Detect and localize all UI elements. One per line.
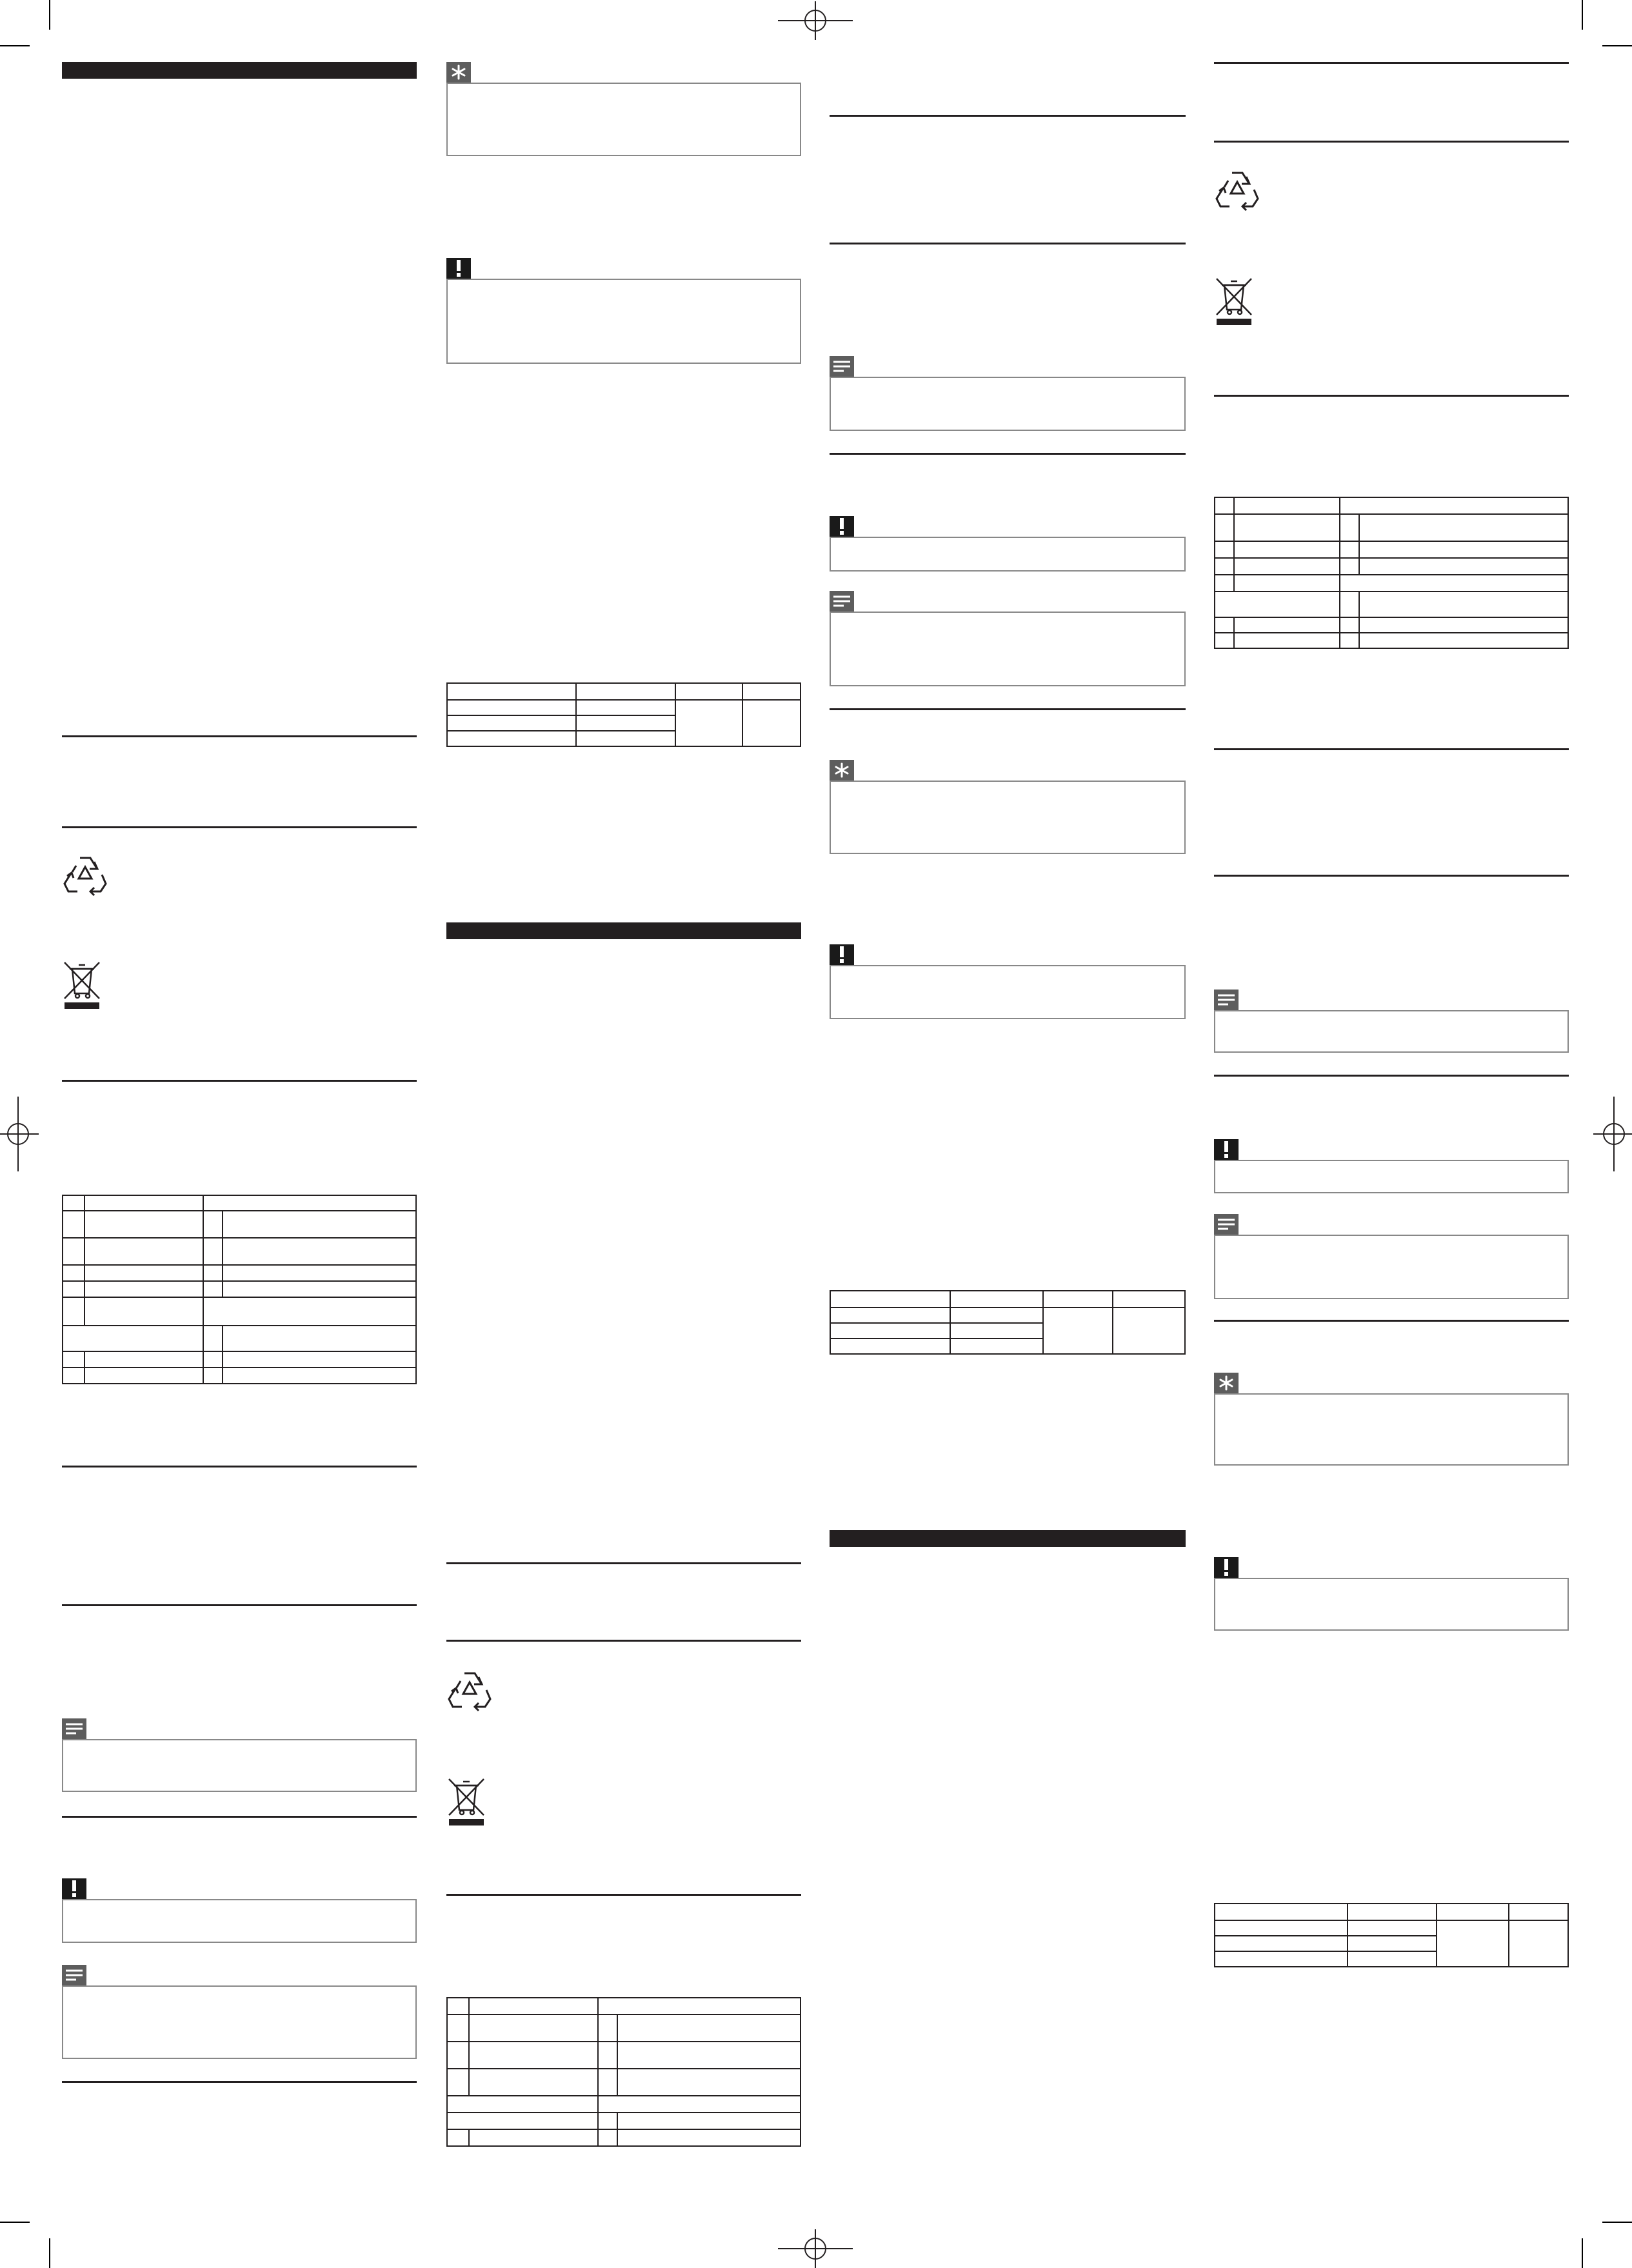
- section-rule: [1214, 141, 1569, 143]
- section-rule: [446, 1562, 801, 1564]
- registration-mark-icon: [0, 1097, 39, 1171]
- table-cell: [576, 731, 675, 746]
- crossed-out-bin-icon: [446, 1776, 486, 1825]
- table-cell: [950, 1323, 1043, 1338]
- note-lines-icon: [1218, 994, 1235, 1006]
- table-cell: [617, 2113, 801, 2129]
- section-rule: [62, 735, 417, 737]
- table-cell: [1359, 592, 1568, 617]
- table-cell: [447, 2096, 598, 2113]
- warning-tag: [1214, 1557, 1239, 1578]
- table-cell: [1340, 617, 1359, 633]
- table-cell: [830, 1308, 950, 1323]
- note-box: [830, 377, 1186, 431]
- warning-box: [1214, 1160, 1569, 1193]
- table-cell: [598, 2129, 617, 2146]
- table-cell: [830, 1338, 950, 1354]
- recycle-icon: [63, 854, 107, 897]
- tip-tag: [446, 62, 471, 83]
- table-cell: [1234, 575, 1340, 592]
- table-cell: [469, 1998, 598, 2014]
- warning-tag: [830, 944, 854, 965]
- registration-mark-icon: [778, 2229, 853, 2268]
- table-cell: [203, 1238, 223, 1265]
- note-tag: [62, 1965, 86, 1985]
- table-cell: [85, 1297, 203, 1326]
- tip-box: [446, 83, 801, 156]
- table-cell: [63, 1368, 85, 1384]
- note-box: [1214, 1235, 1569, 1299]
- table-cell: [63, 1265, 85, 1281]
- section-header-bar: [830, 1530, 1186, 1547]
- table-cell: [1234, 617, 1340, 633]
- table-cell: [1348, 1936, 1437, 1951]
- section-rule: [1214, 748, 1569, 750]
- table-cell: [203, 1211, 223, 1238]
- crossed-out-bin-icon: [62, 960, 102, 1009]
- table-cell: [223, 1211, 416, 1238]
- table-cell: [576, 683, 675, 700]
- table-cell: [447, 683, 576, 700]
- table-cell: [85, 1351, 203, 1368]
- note-box: [62, 1739, 417, 1792]
- table-cell: [1359, 633, 1568, 648]
- table-cell: [63, 1297, 85, 1326]
- table-cell: [742, 700, 801, 746]
- section-rule: [62, 1816, 417, 1818]
- table-cell: [1215, 592, 1340, 617]
- warning-box: [1214, 1578, 1569, 1631]
- tip-tag: [830, 760, 854, 781]
- table-cell: [85, 1265, 203, 1281]
- data-table: [62, 1195, 417, 1384]
- table-cell: [1234, 633, 1340, 648]
- table-cell: [1348, 1951, 1437, 1967]
- warning-tag: [62, 1878, 86, 1899]
- table-cell: [203, 1265, 223, 1281]
- table-cell: [1340, 558, 1359, 575]
- table-cell: [1359, 617, 1568, 633]
- table-cell: [1215, 1936, 1348, 1951]
- table-cell: [469, 2069, 598, 2096]
- table-cell: [1215, 514, 1234, 541]
- warning-tag: [830, 516, 854, 537]
- table-cell: [1215, 1951, 1348, 1967]
- table-cell: [223, 1238, 416, 1265]
- table-cell: [1340, 633, 1359, 648]
- table-cell: [950, 1338, 1043, 1354]
- section-header-bar: [446, 922, 801, 939]
- table-cell: [63, 1351, 85, 1368]
- data-table: [830, 1290, 1186, 1355]
- table-cell: [85, 1281, 203, 1297]
- table-cell: [1215, 1904, 1348, 1920]
- section-rule: [62, 826, 417, 828]
- note-tag: [830, 591, 854, 612]
- data-table: [1214, 1903, 1569, 1967]
- section-rule: [830, 708, 1186, 710]
- table-cell: [1340, 541, 1359, 558]
- table-cell: [447, 700, 576, 715]
- note-tag: [62, 1718, 86, 1739]
- table-cell: [576, 700, 675, 715]
- table-cell: [1340, 514, 1359, 541]
- table-cell: [598, 1998, 801, 2014]
- table-cell: [85, 1238, 203, 1265]
- warning-box: [62, 1899, 417, 1943]
- table-cell: [1509, 1904, 1568, 1920]
- table-cell: [1509, 1920, 1568, 1967]
- table-cell: [1348, 1904, 1437, 1920]
- table-cell: [1215, 633, 1234, 648]
- asterisk-tip-icon: [1219, 1375, 1234, 1391]
- table-cell: [1113, 1308, 1185, 1354]
- table-cell: [617, 2069, 801, 2096]
- table-cell: [1340, 592, 1359, 617]
- data-table: [446, 682, 801, 747]
- section-rule: [830, 453, 1186, 455]
- section-rule: [1214, 875, 1569, 877]
- table-cell: [223, 1351, 416, 1368]
- section-rule: [446, 1640, 801, 1642]
- section-rule: [62, 1466, 417, 1467]
- table-cell: [447, 731, 576, 746]
- table-cell: [1359, 514, 1568, 541]
- table-cell: [617, 2014, 801, 2042]
- warning-tag: [1214, 1139, 1239, 1160]
- section-header-bar: [62, 62, 417, 79]
- table-cell: [63, 1326, 203, 1351]
- section-rule: [446, 1894, 801, 1896]
- exclamation-warning-icon: [1223, 1141, 1229, 1158]
- table-cell: [223, 1326, 416, 1351]
- table-cell: [469, 2042, 598, 2069]
- section-rule: [62, 1080, 417, 1082]
- note-box: [1214, 1010, 1569, 1053]
- section-rule: [1214, 62, 1569, 64]
- table-cell: [675, 683, 742, 700]
- table-cell: [950, 1308, 1043, 1323]
- table-cell: [203, 1195, 416, 1211]
- section-rule: [1214, 1320, 1569, 1322]
- section-rule: [62, 1604, 417, 1606]
- exclamation-warning-icon: [839, 518, 845, 535]
- table-cell: [223, 1265, 416, 1281]
- table-cell: [203, 1326, 223, 1351]
- table-cell: [85, 1368, 203, 1384]
- table-cell: [742, 683, 801, 700]
- table-cell: [469, 2129, 598, 2146]
- table-cell: [1340, 575, 1568, 592]
- table-cell: [617, 2042, 801, 2069]
- table-cell: [830, 1323, 950, 1338]
- table-cell: [1234, 514, 1340, 541]
- exclamation-warning-icon: [71, 1880, 77, 1897]
- table-cell: [1234, 497, 1340, 514]
- section-rule: [830, 115, 1186, 117]
- table-cell: [598, 2069, 617, 2096]
- table-cell: [1215, 558, 1234, 575]
- table-cell: [830, 1291, 950, 1308]
- note-tag: [1214, 1214, 1239, 1235]
- recycle-icon: [448, 1669, 492, 1712]
- table-cell: [1340, 497, 1568, 514]
- note-lines-icon: [833, 361, 850, 372]
- table-cell: [1113, 1291, 1185, 1308]
- table-cell: [447, 2042, 469, 2069]
- table-cell: [85, 1211, 203, 1238]
- data-table: [446, 1997, 801, 2147]
- table-cell: [203, 1368, 223, 1384]
- table-cell: [63, 1281, 85, 1297]
- section-rule: [1214, 1075, 1569, 1077]
- table-cell: [1234, 541, 1340, 558]
- table-cell: [598, 2014, 617, 2042]
- table-cell: [447, 2014, 469, 2042]
- table-cell: [63, 1195, 85, 1211]
- note-lines-icon: [833, 595, 850, 607]
- table-cell: [1234, 558, 1340, 575]
- table-cell: [447, 1998, 469, 2014]
- tip-box: [1214, 1393, 1569, 1466]
- table-cell: [469, 2014, 598, 2042]
- note-box: [830, 612, 1186, 686]
- asterisk-tip-icon: [451, 65, 466, 80]
- table-cell: [447, 715, 576, 731]
- exclamation-warning-icon: [455, 260, 462, 277]
- table-cell: [598, 2096, 801, 2113]
- section-rule: [1214, 395, 1569, 397]
- note-lines-icon: [66, 1723, 83, 1735]
- tip-box: [830, 781, 1186, 854]
- warning-box: [830, 537, 1186, 572]
- table-cell: [447, 2069, 469, 2096]
- warning-box: [446, 279, 801, 364]
- table-cell: [447, 2129, 469, 2146]
- registration-mark-icon: [1593, 1097, 1632, 1171]
- table-cell: [617, 2129, 801, 2146]
- note-lines-icon: [1218, 1219, 1235, 1230]
- table-cell: [675, 700, 742, 746]
- recycle-icon: [1215, 169, 1259, 212]
- section-rule: [830, 243, 1186, 244]
- table-cell: [950, 1291, 1043, 1308]
- table-cell: [1359, 558, 1568, 575]
- table-cell: [63, 1238, 85, 1265]
- table-cell: [598, 2113, 617, 2129]
- table-cell: [447, 2113, 598, 2129]
- table-cell: [1437, 1920, 1509, 1967]
- tip-tag: [1214, 1373, 1239, 1393]
- note-tag: [830, 356, 854, 377]
- section-rule: [62, 2081, 417, 2083]
- table-cell: [85, 1195, 203, 1211]
- note-tag: [1214, 990, 1239, 1010]
- table-cell: [1043, 1308, 1113, 1354]
- table-cell: [1215, 575, 1234, 592]
- table-cell: [1215, 1920, 1348, 1936]
- registration-mark-icon: [778, 1, 853, 40]
- warning-box: [830, 965, 1186, 1019]
- data-table: [1214, 497, 1569, 649]
- table-cell: [1437, 1904, 1509, 1920]
- table-cell: [223, 1281, 416, 1297]
- table-cell: [1043, 1291, 1113, 1308]
- asterisk-tip-icon: [834, 762, 850, 778]
- note-lines-icon: [66, 1969, 83, 1981]
- table-cell: [598, 2042, 617, 2069]
- exclamation-warning-icon: [1223, 1559, 1229, 1576]
- table-cell: [1215, 541, 1234, 558]
- table-cell: [203, 1297, 416, 1326]
- table-cell: [203, 1351, 223, 1368]
- table-cell: [223, 1368, 416, 1384]
- table-cell: [203, 1281, 223, 1297]
- table-cell: [1215, 617, 1234, 633]
- exclamation-warning-icon: [839, 946, 845, 963]
- note-box: [62, 1985, 417, 2059]
- table-cell: [1215, 497, 1234, 514]
- warning-tag: [446, 258, 471, 279]
- table-cell: [1359, 541, 1568, 558]
- table-cell: [1348, 1920, 1437, 1936]
- crossed-out-bin-icon: [1214, 276, 1254, 325]
- table-cell: [576, 715, 675, 731]
- table-cell: [63, 1211, 85, 1238]
